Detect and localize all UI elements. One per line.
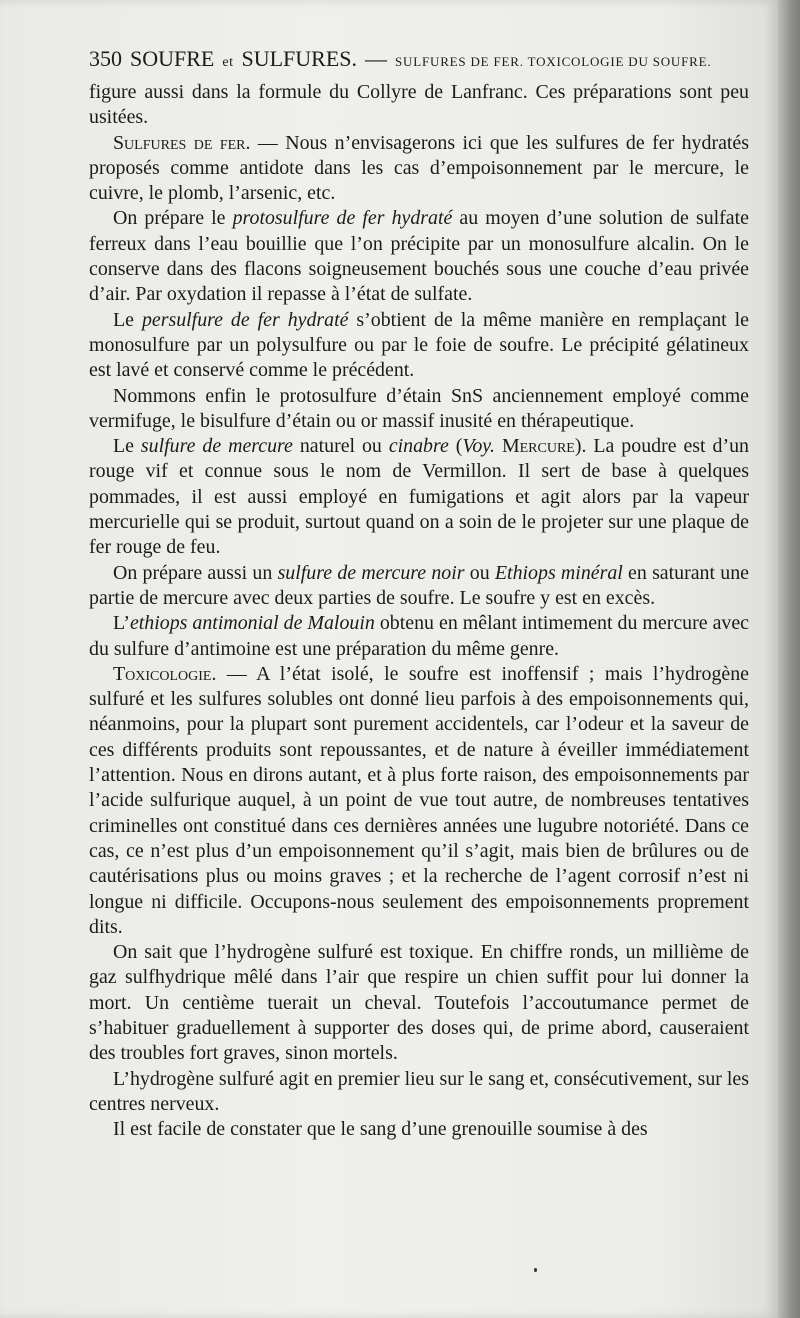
paragraph-4: Le persulfure de fer hydraté s’obtient de la même manière en remplaçant le monosulfure par un polysulfure ou par le foie de soufre. Le précipité gélatineux est lavé et conservé comme le précédent. (89, 308, 749, 382)
running-subtitle: SULFURES DE FER. TOXICOLOGIE DU SOUFRE. (395, 54, 712, 69)
paragraph-3: On prépare le protosulfure de fer hydraté au moyen d’une solution de sulfate ferreux dans l’eau bouillie que l’on précipite par un monosulfure alcalin. On le conserve dans des flacons soigneusement bouchés sous une couche d’eau privée d’air. Par oxydation il repasse à l’état de sulfate. (89, 207, 749, 306)
paragraph-1: figure aussi dans la formule du Collyre de Lanfranc. Ces préparations sont peu usitées. (89, 81, 749, 129)
page-content (89, 44, 749, 1142)
paragraph-7: On prépare aussi un sulfure de mercure noir ou Ethiops minéral en saturant une partie de mercure avec deux parties de soufre. Le soufre y est en excès. (89, 561, 749, 609)
paragraph-5: Nommons enfin le protosulfure d’étain SnS anciennement employé comme vermifuge, le bisulfure d’étain ou or massif inusité en thérapeutique. (89, 384, 749, 432)
page-edge-shadow (778, 0, 800, 1318)
running-title-2: SULFURES. (241, 46, 358, 71)
page-number: 350 (89, 46, 122, 71)
section-lead-toxicologie: Toxicologie. (113, 662, 217, 685)
paragraph-2: Sulfures de fer. — Nous n’envisagerons ici que les sulfures de fer hydratés proposés comme antidote dans les cas d’empoisonnement par le mercure, le cuivre, le plomb, l’arsenic, etc. (89, 131, 749, 205)
paragraph-10: On sait que l’hydrogène sulfuré est toxique. En chiffre ronds, un millième de gaz sulfhydrique mêlé dans l’air que respire un chien suffit pour lui donner la mort. Un centième tuerait un cheval. Toutefois l’accoutumance permet de s’habituer graduellement à supporter des doses qui, de prime abord, causeraient des troubles fort graves, sinon mortels. (89, 941, 749, 1065)
running-head-dash: — (365, 46, 388, 71)
running-title: SOUFRE (130, 46, 215, 71)
running-head (89, 44, 749, 78)
paragraph-12: Il est facile de constater que le sang d’une grenouille soumise à des (113, 1118, 648, 1141)
section-lead-sulfures-de-fer: Sulfures de fer. (113, 131, 251, 154)
paragraph-8: L’ethiops antimonial de Malouin obtenu en mêlant intimement du mercure avec du sulfure d’antimoine est une préparation du même genre. (89, 612, 750, 660)
paragraph-11: L’hydrogène sulfuré agit en premier lieu sur le sang et, consécutivement, sur les centres nerveux. (89, 1067, 749, 1115)
running-title-connector: et (222, 55, 234, 70)
ink-speck (534, 1268, 537, 1272)
paragraph-9: Toxicologie. — A l’état isolé, le soufre est inoffensif ; mais l’hydrogène sulfuré et les sulfures solubles ont donné lieu parfois à des empoisonnements qui, néanmoins, pour la plupart sont purement accidentels, car l’odeur et la saveur de ces différents produits sont repoussantes, et de nature à éveiller immédiatement l’attention. Nous en dirons autant, et à plus forte raison, des empoisonnements par l’acide sulfurique auquel, à un point de vue tout autre, de nombreuses tentatives criminelles ont constitué dans ces dernières années une lugubre notoriété. Dans ce cas, ce n’est plus d’un empoisonnement qu’il s’agit, mais bien de brûlures ou de cautérisations plus ou moins graves ; et la recherche de l’agent corrosif n’est ni longue ni difficile. Occupons-nous seulement des empoisonnements proprement dits. (89, 662, 749, 938)
paragraph-6: Le sulfure de mercure naturel ou cinabre (Voy. Mercure). La poudre est d’un rouge vif et connue sous le nom de Vermillon. Il sert de base à quelques pommades, il est aussi employé en fumigations et agit alors par la vapeur mercurielle qui se produit, surtout quand on a soin de le projeter sur une plaque de fer rouge de feu. (89, 435, 749, 559)
